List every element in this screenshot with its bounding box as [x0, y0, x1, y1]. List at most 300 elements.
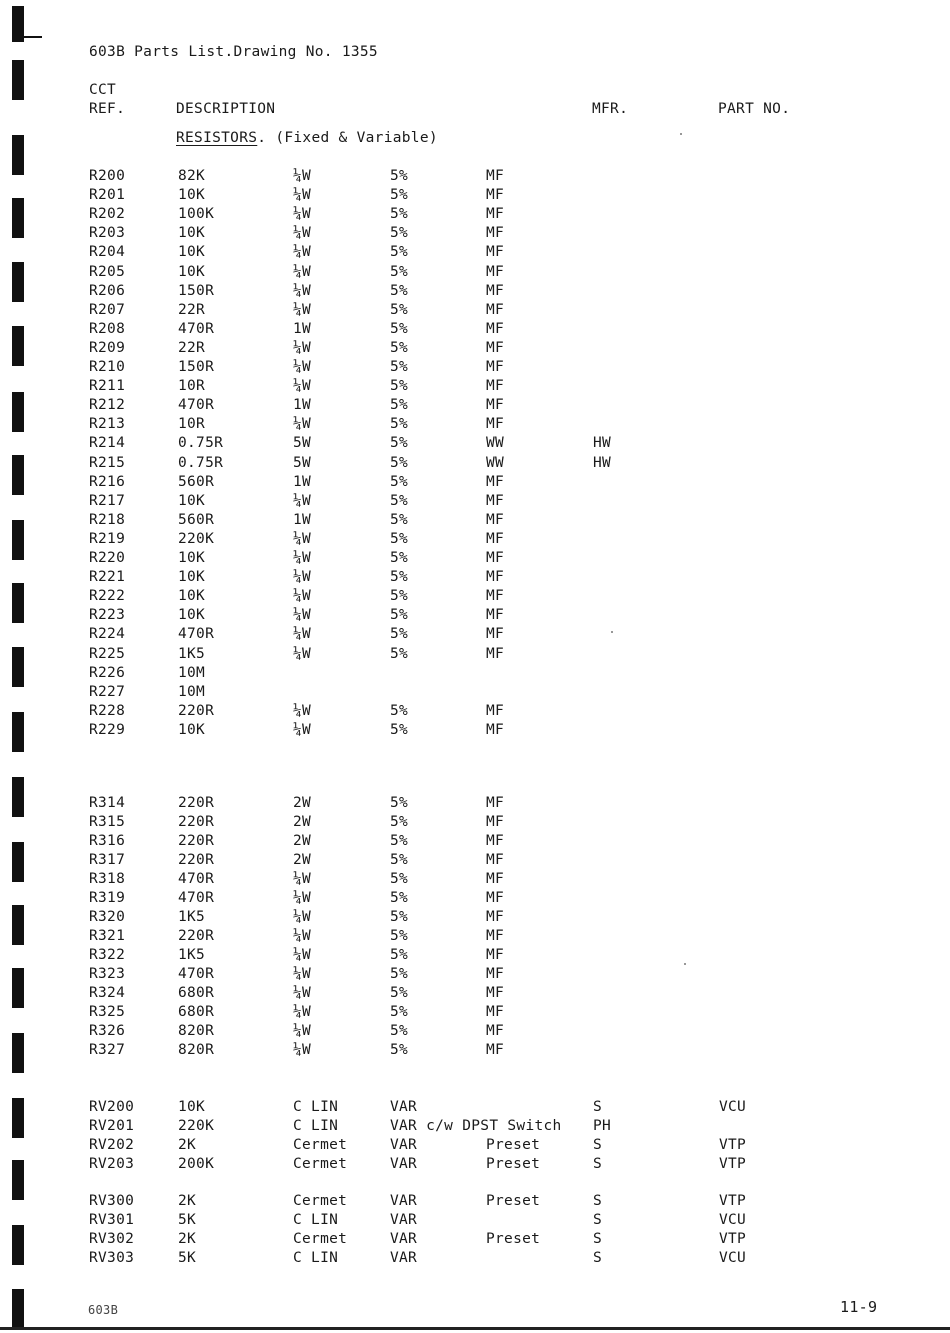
tolerance-cell: 5% — [390, 435, 409, 451]
tolerance-cell: 5% — [390, 947, 409, 963]
ref-cell: RV303 — [89, 1250, 135, 1266]
table-row — [0, 588, 950, 607]
type-cell: MF — [486, 187, 505, 203]
table-row — [0, 626, 950, 645]
ref-cell: R208 — [89, 321, 126, 337]
power-cell: 5W — [293, 455, 312, 471]
type-cell: MF — [486, 512, 505, 528]
bottom-rule — [0, 1327, 950, 1330]
power-cell: ¼W — [293, 493, 312, 509]
power-cell: 2W — [293, 795, 312, 811]
ref-cell: R318 — [89, 871, 126, 887]
value-cell: 150R — [178, 359, 215, 375]
table-row — [0, 455, 950, 474]
table-row — [0, 814, 950, 833]
type-cell: MF — [486, 607, 505, 623]
part-no-cell: VCU — [719, 1212, 747, 1228]
power-cell: ¼W — [293, 947, 312, 963]
table-row — [0, 1231, 950, 1250]
binding-rule — [24, 36, 42, 38]
ref-cell: R214 — [89, 435, 126, 451]
table-row — [0, 665, 950, 684]
type-cell: MF — [486, 871, 505, 887]
power-cell: 5W — [293, 435, 312, 451]
ref-cell: RV200 — [89, 1099, 135, 1115]
ref-cell: R207 — [89, 302, 126, 318]
tolerance-cell: VAR c/w DPST Switch — [390, 1118, 562, 1134]
power-cell: ¼W — [293, 264, 312, 280]
ref-cell: R212 — [89, 397, 126, 413]
power-cell: ¼W — [293, 1042, 312, 1058]
table-row — [0, 531, 950, 550]
ref-cell: R323 — [89, 966, 126, 982]
ref-cell: R326 — [89, 1023, 126, 1039]
table-row — [0, 1156, 950, 1175]
ref-cell: R213 — [89, 416, 126, 432]
ref-cell: R217 — [89, 493, 126, 509]
table-row — [0, 871, 950, 890]
value-cell: 220K — [178, 1118, 215, 1134]
table-row — [0, 1099, 950, 1118]
value-cell: 10M — [178, 684, 206, 700]
tolerance-cell: 5% — [390, 890, 409, 906]
type-cell: MF — [486, 569, 505, 585]
power-cell: C LIN — [293, 1099, 339, 1115]
value-cell: 10M — [178, 665, 206, 681]
type-cell: MF — [486, 244, 505, 260]
ref-cell: R325 — [89, 1004, 126, 1020]
mfr-cell: S — [593, 1212, 603, 1228]
table-row — [0, 264, 950, 283]
value-cell: 0.75R — [178, 455, 224, 471]
ref-cell: RV201 — [89, 1118, 135, 1134]
table-row — [0, 1004, 950, 1023]
ref-cell: R229 — [89, 722, 126, 738]
tolerance-cell: 5% — [390, 206, 409, 222]
tolerance-cell: 5% — [390, 493, 409, 509]
power-cell: C LIN — [293, 1250, 339, 1266]
tolerance-cell: 5% — [390, 455, 409, 471]
power-cell: C LIN — [293, 1212, 339, 1228]
mfr-header: MFR. — [592, 101, 629, 117]
value-cell: 220K — [178, 531, 215, 547]
tolerance-cell: VAR — [390, 1156, 418, 1172]
table-row — [0, 1212, 950, 1231]
value-cell: 820R — [178, 1042, 215, 1058]
ref-cell: R320 — [89, 909, 126, 925]
type-cell: MF — [486, 966, 505, 982]
value-cell: 10K — [178, 244, 206, 260]
section-heading — [176, 130, 438, 146]
power-cell: ¼W — [293, 890, 312, 906]
value-cell: 220R — [178, 833, 215, 849]
type-cell: MF — [486, 264, 505, 280]
value-cell: 470R — [178, 871, 215, 887]
table-row — [0, 607, 950, 626]
scan-speck — [680, 133, 682, 135]
power-cell: ¼W — [293, 206, 312, 222]
tolerance-cell: 5% — [390, 321, 409, 337]
table-row — [0, 703, 950, 722]
tolerance-cell: 5% — [390, 302, 409, 318]
value-cell: 0.75R — [178, 435, 224, 451]
description-header: DESCRIPTION — [176, 101, 276, 117]
ref-cell: R204 — [89, 244, 126, 260]
power-cell: ¼W — [293, 302, 312, 318]
type-cell: MF — [486, 302, 505, 318]
value-cell: 200K — [178, 1156, 215, 1172]
value-cell: 2K — [178, 1193, 197, 1209]
value-cell: 470R — [178, 626, 215, 642]
tolerance-cell: 5% — [390, 168, 409, 184]
value-cell: 10K — [178, 1099, 206, 1115]
table-row — [0, 646, 950, 665]
power-cell: ¼W — [293, 378, 312, 394]
tolerance-cell: VAR — [390, 1137, 418, 1153]
tolerance-cell: 5% — [390, 474, 409, 490]
value-cell: 10K — [178, 607, 206, 623]
table-row — [0, 168, 950, 187]
type-cell: MF — [486, 321, 505, 337]
power-cell: Cermet — [293, 1193, 348, 1209]
table-row — [0, 1193, 950, 1212]
value-cell: 680R — [178, 1004, 215, 1020]
tolerance-cell: VAR — [390, 1250, 418, 1266]
table-row — [0, 244, 950, 263]
table-row — [0, 1118, 950, 1137]
tolerance-cell: 5% — [390, 795, 409, 811]
value-cell: 560R — [178, 474, 215, 490]
type-cell: MF — [486, 359, 505, 375]
power-cell: ¼W — [293, 359, 312, 375]
type-cell: Preset — [486, 1231, 541, 1247]
section-suffix: . (Fixed & Variable) — [257, 130, 438, 146]
table-row — [0, 909, 950, 928]
tolerance-cell: 5% — [390, 1023, 409, 1039]
table-row — [0, 928, 950, 947]
power-cell: ¼W — [293, 722, 312, 738]
value-cell: 10K — [178, 588, 206, 604]
part-no-header: PART NO. — [718, 101, 791, 117]
value-cell: 470R — [178, 321, 215, 337]
power-cell: ¼W — [293, 416, 312, 432]
type-cell: MF — [486, 909, 505, 925]
value-cell: 470R — [178, 397, 215, 413]
tolerance-cell: VAR — [390, 1193, 418, 1209]
type-cell: MF — [486, 474, 505, 490]
tolerance-cell: 5% — [390, 928, 409, 944]
scan-speck — [684, 963, 686, 965]
power-cell: ¼W — [293, 909, 312, 925]
type-cell: MF — [486, 1042, 505, 1058]
type-cell: Preset — [486, 1193, 541, 1209]
type-cell: MF — [486, 1004, 505, 1020]
type-cell: MF — [486, 814, 505, 830]
tolerance-cell: 5% — [390, 244, 409, 260]
ref-cell: RV203 — [89, 1156, 135, 1172]
tolerance-cell: 5% — [390, 359, 409, 375]
tolerance-cell: 5% — [390, 814, 409, 830]
table-row — [0, 359, 950, 378]
ref-cell: R206 — [89, 283, 126, 299]
value-cell: 220R — [178, 852, 215, 868]
ref-cell: R327 — [89, 1042, 126, 1058]
table-row — [0, 890, 950, 909]
table-row — [0, 321, 950, 340]
type-cell: MF — [486, 646, 505, 662]
table-row — [0, 302, 950, 321]
ref-cell: R316 — [89, 833, 126, 849]
tolerance-cell: VAR — [390, 1231, 418, 1247]
type-cell: MF — [486, 722, 505, 738]
power-cell: 2W — [293, 814, 312, 830]
table-row — [0, 1042, 950, 1061]
ref-cell: R317 — [89, 852, 126, 868]
value-cell: 470R — [178, 890, 215, 906]
tolerance-cell: VAR — [390, 1099, 418, 1115]
mfr-cell: S — [593, 1156, 603, 1172]
table-row — [0, 966, 950, 985]
table-row — [0, 206, 950, 225]
mfr-cell: S — [593, 1250, 603, 1266]
table-row — [0, 225, 950, 244]
power-cell: 1W — [293, 474, 312, 490]
ref-cell: R211 — [89, 378, 126, 394]
mfr-cell: S — [593, 1193, 603, 1209]
power-cell: 1W — [293, 321, 312, 337]
ref-cell: RV301 — [89, 1212, 135, 1228]
tolerance-cell: 5% — [390, 852, 409, 868]
ref-cell: RV202 — [89, 1137, 135, 1153]
power-cell: ¼W — [293, 168, 312, 184]
value-cell: 10K — [178, 225, 206, 241]
tolerance-cell: 5% — [390, 722, 409, 738]
type-cell: MF — [486, 852, 505, 868]
tolerance-cell: 5% — [390, 703, 409, 719]
ref-cell: R223 — [89, 607, 126, 623]
power-cell: ¼W — [293, 646, 312, 662]
value-cell: 10K — [178, 493, 206, 509]
ref-cell: RV302 — [89, 1231, 135, 1247]
table-row — [0, 1137, 950, 1156]
ref-cell: R222 — [89, 588, 126, 604]
mfr-cell: HW — [593, 455, 612, 471]
table-row — [0, 795, 950, 814]
table-row — [0, 187, 950, 206]
value-cell: 150R — [178, 283, 215, 299]
value-cell: 680R — [178, 985, 215, 1001]
value-cell: 10R — [178, 416, 206, 432]
power-cell: ¼W — [293, 550, 312, 566]
type-cell: Preset — [486, 1137, 541, 1153]
ref-cell: R201 — [89, 187, 126, 203]
value-cell: 22R — [178, 340, 206, 356]
ref-label: REF. — [89, 101, 126, 117]
tolerance-cell: 5% — [390, 378, 409, 394]
power-cell: ¼W — [293, 985, 312, 1001]
tolerance-cell: 5% — [390, 416, 409, 432]
power-cell: ¼W — [293, 569, 312, 585]
tolerance-cell: 5% — [390, 833, 409, 849]
type-cell: MF — [486, 890, 505, 906]
table-row — [0, 833, 950, 852]
ref-cell: R216 — [89, 474, 126, 490]
power-cell: ¼W — [293, 244, 312, 260]
power-cell: Cermet — [293, 1137, 348, 1153]
table-row — [0, 1023, 950, 1042]
tolerance-cell: 5% — [390, 187, 409, 203]
value-cell: 220R — [178, 814, 215, 830]
table-row — [0, 947, 950, 966]
mfr-cell: S — [593, 1137, 603, 1153]
ref-cell: R322 — [89, 947, 126, 963]
type-cell: MF — [486, 588, 505, 604]
part-no-cell: VTP — [719, 1137, 747, 1153]
type-cell: MF — [486, 206, 505, 222]
power-cell: ¼W — [293, 531, 312, 547]
ref-cell: R200 — [89, 168, 126, 184]
type-cell: MF — [486, 928, 505, 944]
power-cell: ¼W — [293, 588, 312, 604]
section-title: RESISTORS — [176, 130, 258, 146]
value-cell: 1K5 — [178, 646, 206, 662]
ref-cell: R324 — [89, 985, 126, 1001]
power-cell: ¼W — [293, 340, 312, 356]
value-cell: 1K5 — [178, 909, 206, 925]
tolerance-cell: 5% — [390, 588, 409, 604]
table-row — [0, 985, 950, 1004]
page-number: 11-9 — [840, 1298, 878, 1316]
power-cell: 1W — [293, 512, 312, 528]
tolerance-cell: 5% — [390, 264, 409, 280]
type-cell: WW — [486, 455, 505, 471]
table-row — [0, 569, 950, 588]
value-cell: 22R — [178, 302, 206, 318]
ref-cell: R202 — [89, 206, 126, 222]
ref-cell: R224 — [89, 626, 126, 642]
mfr-cell: PH — [593, 1118, 612, 1134]
table-row — [0, 435, 950, 454]
ref-cell: RV300 — [89, 1193, 135, 1209]
tolerance-cell: 5% — [390, 1042, 409, 1058]
table-row — [0, 1250, 950, 1269]
power-cell: ¼W — [293, 703, 312, 719]
value-cell: 5K — [178, 1250, 197, 1266]
value-cell: 2K — [178, 1231, 197, 1247]
type-cell: MF — [486, 1023, 505, 1039]
value-cell: 10K — [178, 722, 206, 738]
type-cell: MF — [486, 168, 505, 184]
value-cell: 220R — [178, 703, 215, 719]
power-cell: ¼W — [293, 225, 312, 241]
table-row — [0, 283, 950, 302]
power-cell: Cermet — [293, 1156, 348, 1172]
type-cell: MF — [486, 795, 505, 811]
power-cell: 2W — [293, 852, 312, 868]
tolerance-cell: 5% — [390, 626, 409, 642]
type-cell: MF — [486, 833, 505, 849]
power-cell: ¼W — [293, 1023, 312, 1039]
ref-cell: R319 — [89, 890, 126, 906]
value-cell: 10K — [178, 550, 206, 566]
cct-label: CCT — [89, 82, 117, 98]
type-cell: MF — [486, 626, 505, 642]
ref-cell: R203 — [89, 225, 126, 241]
part-no-cell: VTP — [719, 1231, 747, 1247]
ref-cell: R219 — [89, 531, 126, 547]
tolerance-cell: 5% — [390, 1004, 409, 1020]
table-row — [0, 416, 950, 435]
value-cell: 820R — [178, 1023, 215, 1039]
tolerance-cell: 5% — [390, 550, 409, 566]
binding-mark — [12, 1289, 24, 1329]
type-cell: MF — [486, 493, 505, 509]
footer-model: 603B — [88, 1303, 119, 1317]
tolerance-cell: 5% — [390, 607, 409, 623]
type-cell: MF — [486, 340, 505, 356]
binding-mark — [12, 60, 24, 100]
part-no-cell: VCU — [719, 1099, 747, 1115]
ref-cell: R221 — [89, 569, 126, 585]
power-cell: C LIN — [293, 1118, 339, 1134]
value-cell: 470R — [178, 966, 215, 982]
ref-cell: R209 — [89, 340, 126, 356]
power-cell: ¼W — [293, 607, 312, 623]
ref-cell: R315 — [89, 814, 126, 830]
tolerance-cell: VAR — [390, 1212, 418, 1228]
tolerance-cell: 5% — [390, 871, 409, 887]
power-cell: 1W — [293, 397, 312, 413]
scan-speck — [611, 631, 613, 633]
tolerance-cell: 5% — [390, 646, 409, 662]
value-cell: 2K — [178, 1137, 197, 1153]
type-cell: Preset — [486, 1156, 541, 1172]
tolerance-cell: 5% — [390, 283, 409, 299]
power-cell: ¼W — [293, 966, 312, 982]
table-row — [0, 684, 950, 703]
table-row — [0, 397, 950, 416]
value-cell: 220R — [178, 795, 215, 811]
value-cell: 220R — [178, 928, 215, 944]
document-title: 603B Parts List.Drawing No. 1355 — [89, 44, 378, 60]
tolerance-cell: 5% — [390, 225, 409, 241]
tolerance-cell: 5% — [390, 512, 409, 528]
ref-cell: R314 — [89, 795, 126, 811]
ref-cell: R205 — [89, 264, 126, 280]
value-cell: 1K5 — [178, 947, 206, 963]
type-cell: MF — [486, 550, 505, 566]
table-row — [0, 493, 950, 512]
power-cell: ¼W — [293, 1004, 312, 1020]
table-row — [0, 722, 950, 741]
value-cell: 100K — [178, 206, 215, 222]
table-row — [0, 378, 950, 397]
tolerance-cell: 5% — [390, 531, 409, 547]
power-cell: Cermet — [293, 1231, 348, 1247]
power-cell: ¼W — [293, 871, 312, 887]
part-no-cell: VTP — [719, 1193, 747, 1209]
ref-cell: R218 — [89, 512, 126, 528]
value-cell: 82K — [178, 168, 206, 184]
power-cell: ¼W — [293, 283, 312, 299]
mfr-cell: S — [593, 1099, 603, 1115]
tolerance-cell: 5% — [390, 397, 409, 413]
type-cell: MF — [486, 531, 505, 547]
table-row — [0, 474, 950, 493]
ref-cell: R210 — [89, 359, 126, 375]
part-no-cell: VCU — [719, 1250, 747, 1266]
type-cell: MF — [486, 985, 505, 1001]
